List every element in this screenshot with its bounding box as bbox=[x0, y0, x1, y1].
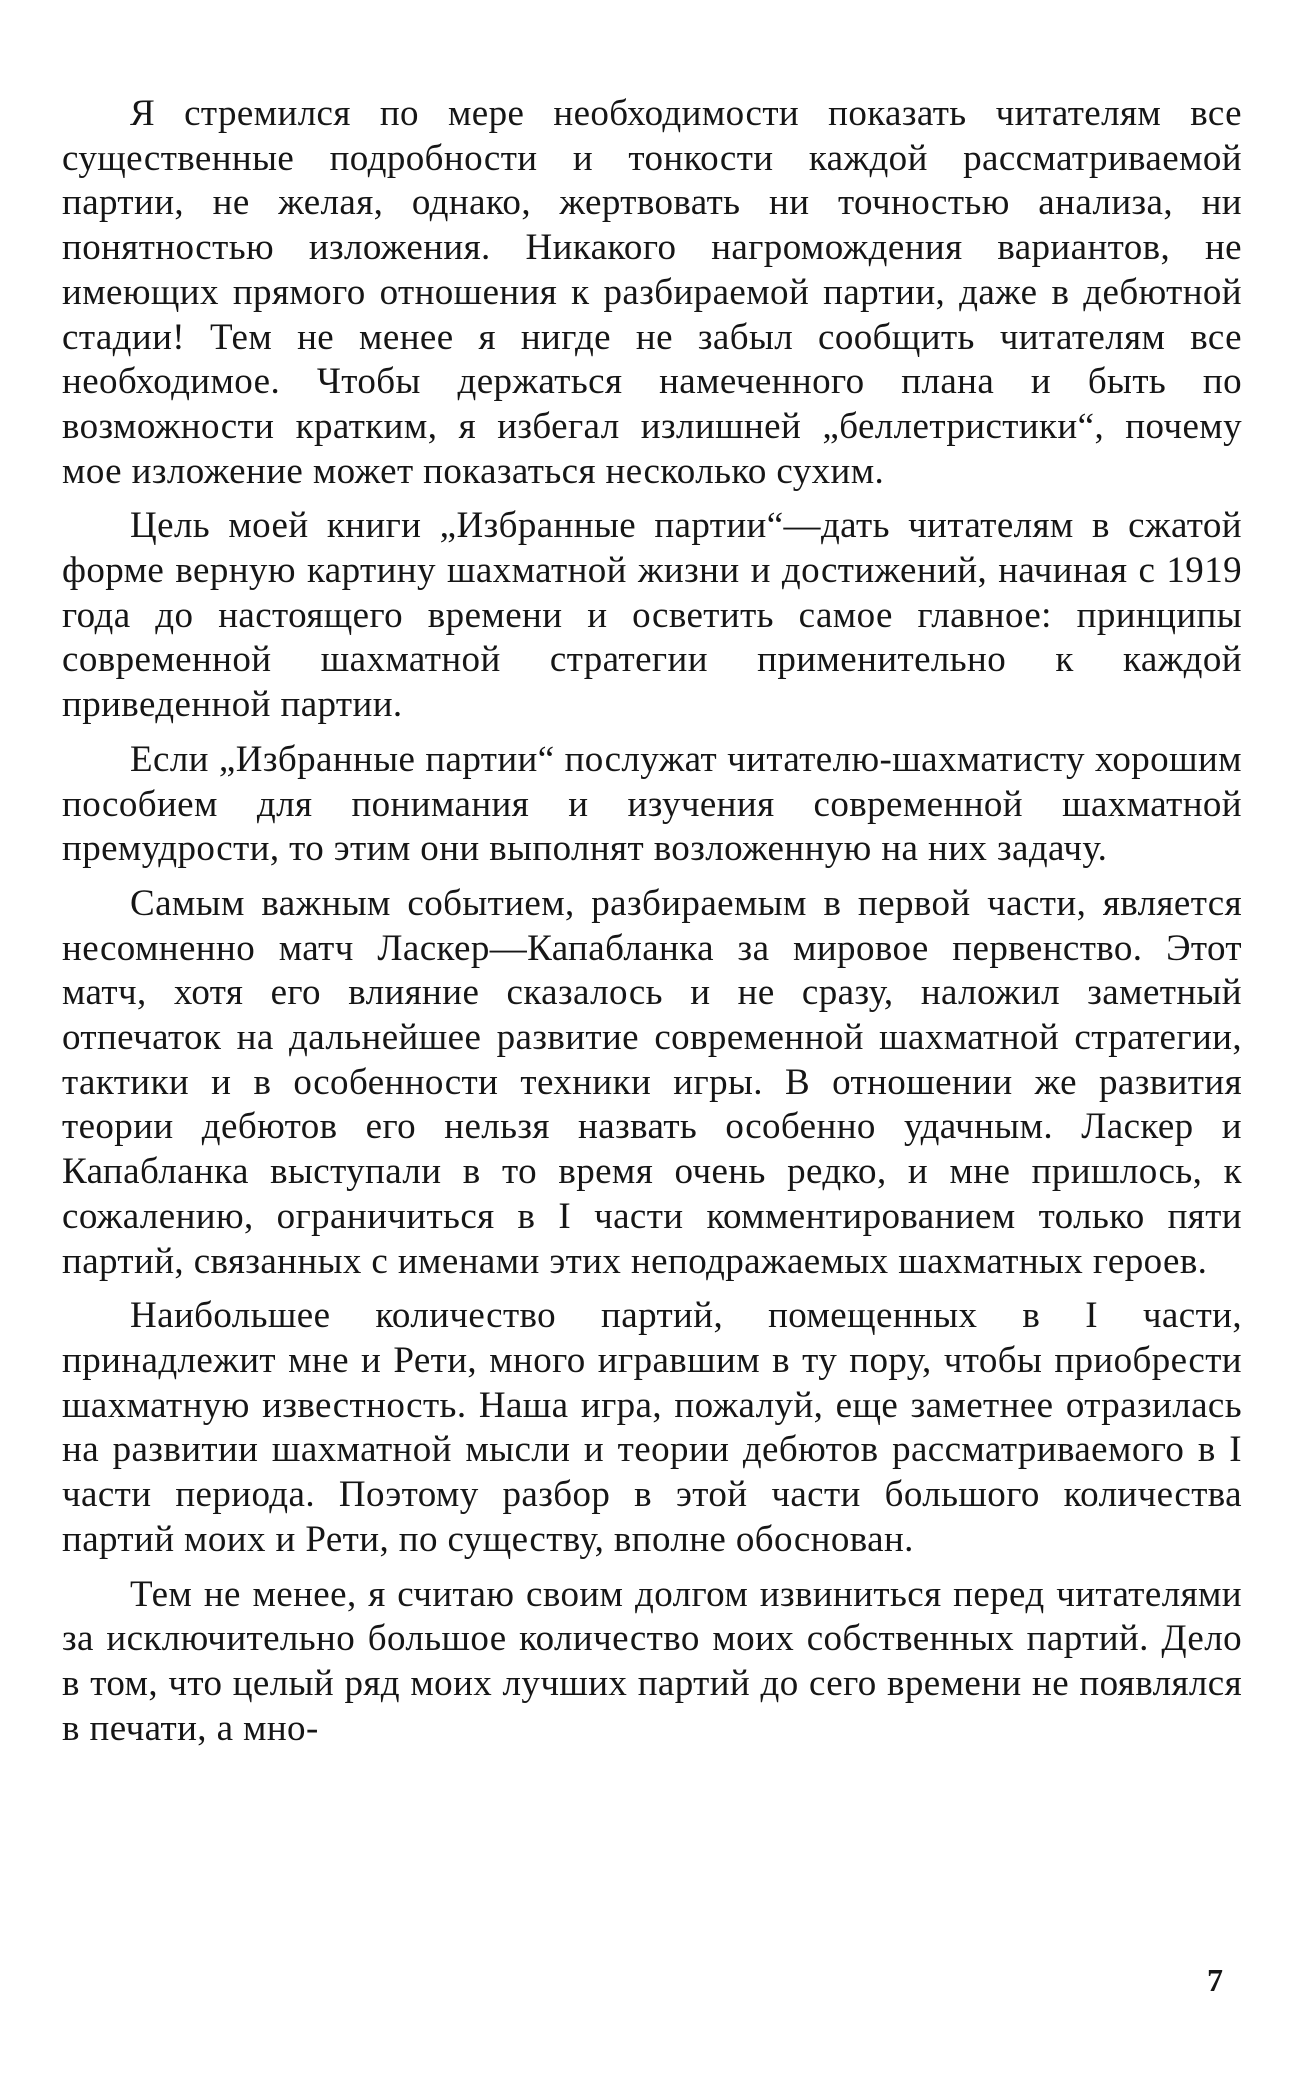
paragraph-3: Если „Избранные партии“ послужат читателю-шахматисту хорошим пособием для понимания и изучения современной шахматной премудрости, то этим они выполнят возложенную на них задачу. bbox=[62, 738, 1242, 870]
paragraph-5: Наибольшее количество партий, помещенных в I части, принадлежит мне и Рети, много игравшим в ту пору, чтобы приобрести шахматную известность. Наша игра, пожалуй, еще заметнее отразилась на развитии шахматной мысли и теории дебютов рассматриваемого в I части периода. Поэтому разбор в этой части большого количества партий моих и Рети, по существу, вполне обоснован. bbox=[62, 1295, 1242, 1560]
body-text bbox=[62, 92, 1242, 1761]
paragraph-6: Тем не менее, я считаю своим долгом извиниться перед читателями за исключительно большое количество моих собственных партий. Дело в том, что целый ряд моих лучших партий до сего времени не появлялся в печати, а мно- bbox=[62, 1573, 1242, 1749]
paragraph-1: Я стремился по мере необходимости показать читателям все существенные подробности и тонкости каждой рассматриваемой партии, не желая, однако, жертвовать ни точностью анализа, ни понятностью изложения. Никакого нагромождения вариантов, не имеющих прямого отношения к разбираемой партии, даже в дебютной стадии! Тем не менее я нигде не забыл сообщить читателям все необходимое. Чтобы держаться намеченного плана и быть по возможности кратким, я избегал излишней „беллетристики“, почему мое изложение может показаться несколько сухим. bbox=[62, 93, 1242, 492]
paragraph-4: Самым важным событием, разбираемым в первой части, является несомненно матч Ласкер—Капабланка за мировое первенство. Этот матч, хотя его влияние сказалось и не сразу, наложил заметный отпечаток на дальнейшее развитие современной шахматной стратегии, тактики и в особенности техники игры. В отношении же развития теории дебютов его нельзя назвать особенно удачным. Ласкер и Капабланка выступали в то время очень редко, и мне пришлось, к сожалению, ограничиться в I части комментированием только пяти партий, связанных с именами этих неподражаемых шахматных героев. bbox=[62, 882, 1242, 1282]
page-number: 7 bbox=[1207, 1962, 1223, 1998]
paragraph-2: Цель моей книги „Избранные партии“—дать читателям в сжатой форме верную картину шахматной жизни и достижений, начиная с 1919 года до настоящего времени и осветить самое главное: принципы современной шахматной стратегии применительно к каждой приведенной партии. bbox=[62, 505, 1242, 726]
